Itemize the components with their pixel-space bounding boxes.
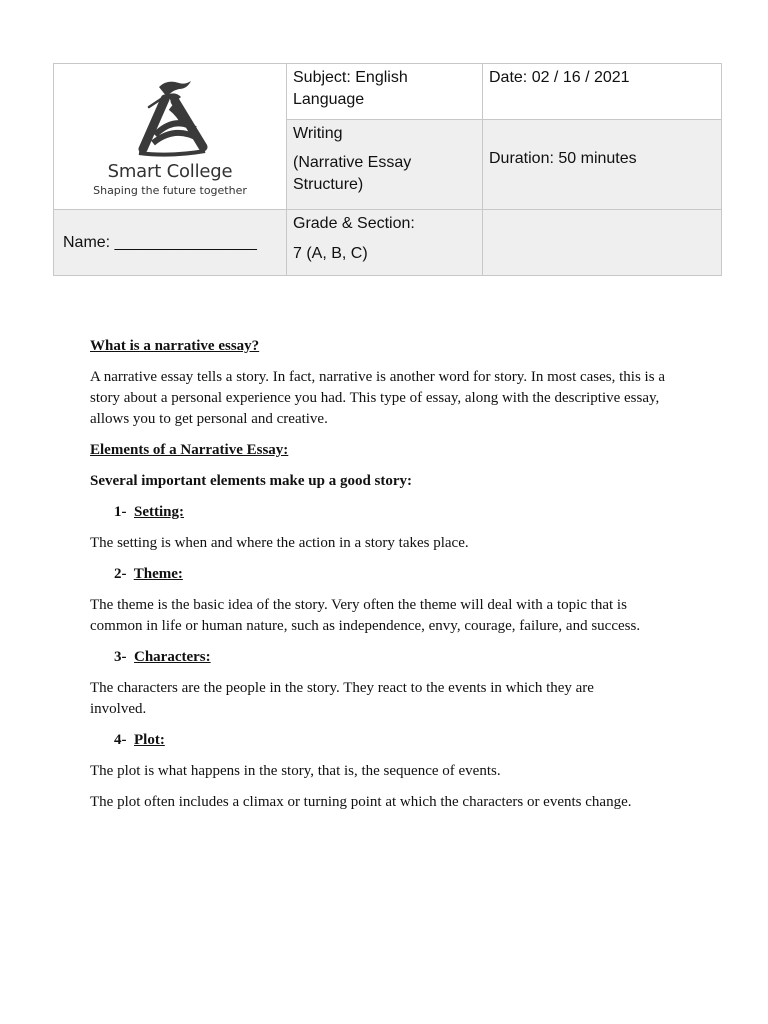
hoopoe-bird-icon [115,77,225,159]
duration-text: Duration: 50 minutes [489,149,637,167]
item-plot-text: The plot is what happens in the story, that is, the sequence of events. [90,763,501,779]
duration-cell [483,120,722,210]
college-name: Smart College [107,160,233,182]
elements-heading: Elements of a Narrative Essay: [90,442,289,458]
item-setting-text: The setting is when and where the action in a story takes place. [90,535,469,551]
item-number: 1- [114,504,127,520]
item-title: Theme: [133,566,183,582]
item-theme-heading [90,564,690,585]
name-field-label: Name: ________________ [63,233,257,251]
item-number: 2- [114,566,127,582]
name-cell[interactable] [54,210,287,276]
essay-content [90,336,690,813]
elements-intro: Several important elements make up a good story: [90,473,413,489]
item-title: Characters: [134,649,211,665]
q1-text: A narrative essay tells a story. In fact, narrative is another word for story. In most cases, this is a story about a personal experience you had. This type of essay, along with the descriptive essay, allows you to get personal and creative. [90,369,665,427]
subject-text: Subject: English Language [293,69,408,108]
item-number: 3- [114,649,127,665]
writing-text: Writing [293,125,343,143]
college-tagline: Shaping the future together [93,183,247,197]
college-logo [54,77,286,197]
logo-cell [54,64,287,210]
item-theme-text: The theme is the basic idea of the story. Very often the theme will deal with a topic that is common in life or human nature, such as independence, envy, courage, failure, and success. [90,597,641,634]
q1-heading: What is a narrative essay? [90,338,260,354]
plot-extra-text: The plot often includes a climax or turning point at which the characters or events change. [90,794,632,810]
item-setting-heading [90,502,690,523]
item-characters-text: The characters are the people in the story. They react to the events in which they are involved. [90,680,594,717]
grade-label: Grade & Section: [293,215,415,232]
item-characters-heading [90,647,690,668]
item-title: Plot: [134,732,165,748]
item-plot-heading [90,730,690,751]
empty-cell [483,210,722,276]
grade-cell [287,210,483,276]
subject-cell [287,64,483,120]
writing-type-text: (Narrative Essay Structure) [293,154,412,194]
header-table [53,63,722,276]
date-text: Date: 02 / 16 / 2021 [489,69,630,86]
item-number: 4- [114,732,127,748]
date-cell [483,64,722,120]
item-title: Setting: [134,504,184,520]
writing-cell [287,120,483,210]
grade-value: 7 (A, B, C) [293,245,368,262]
